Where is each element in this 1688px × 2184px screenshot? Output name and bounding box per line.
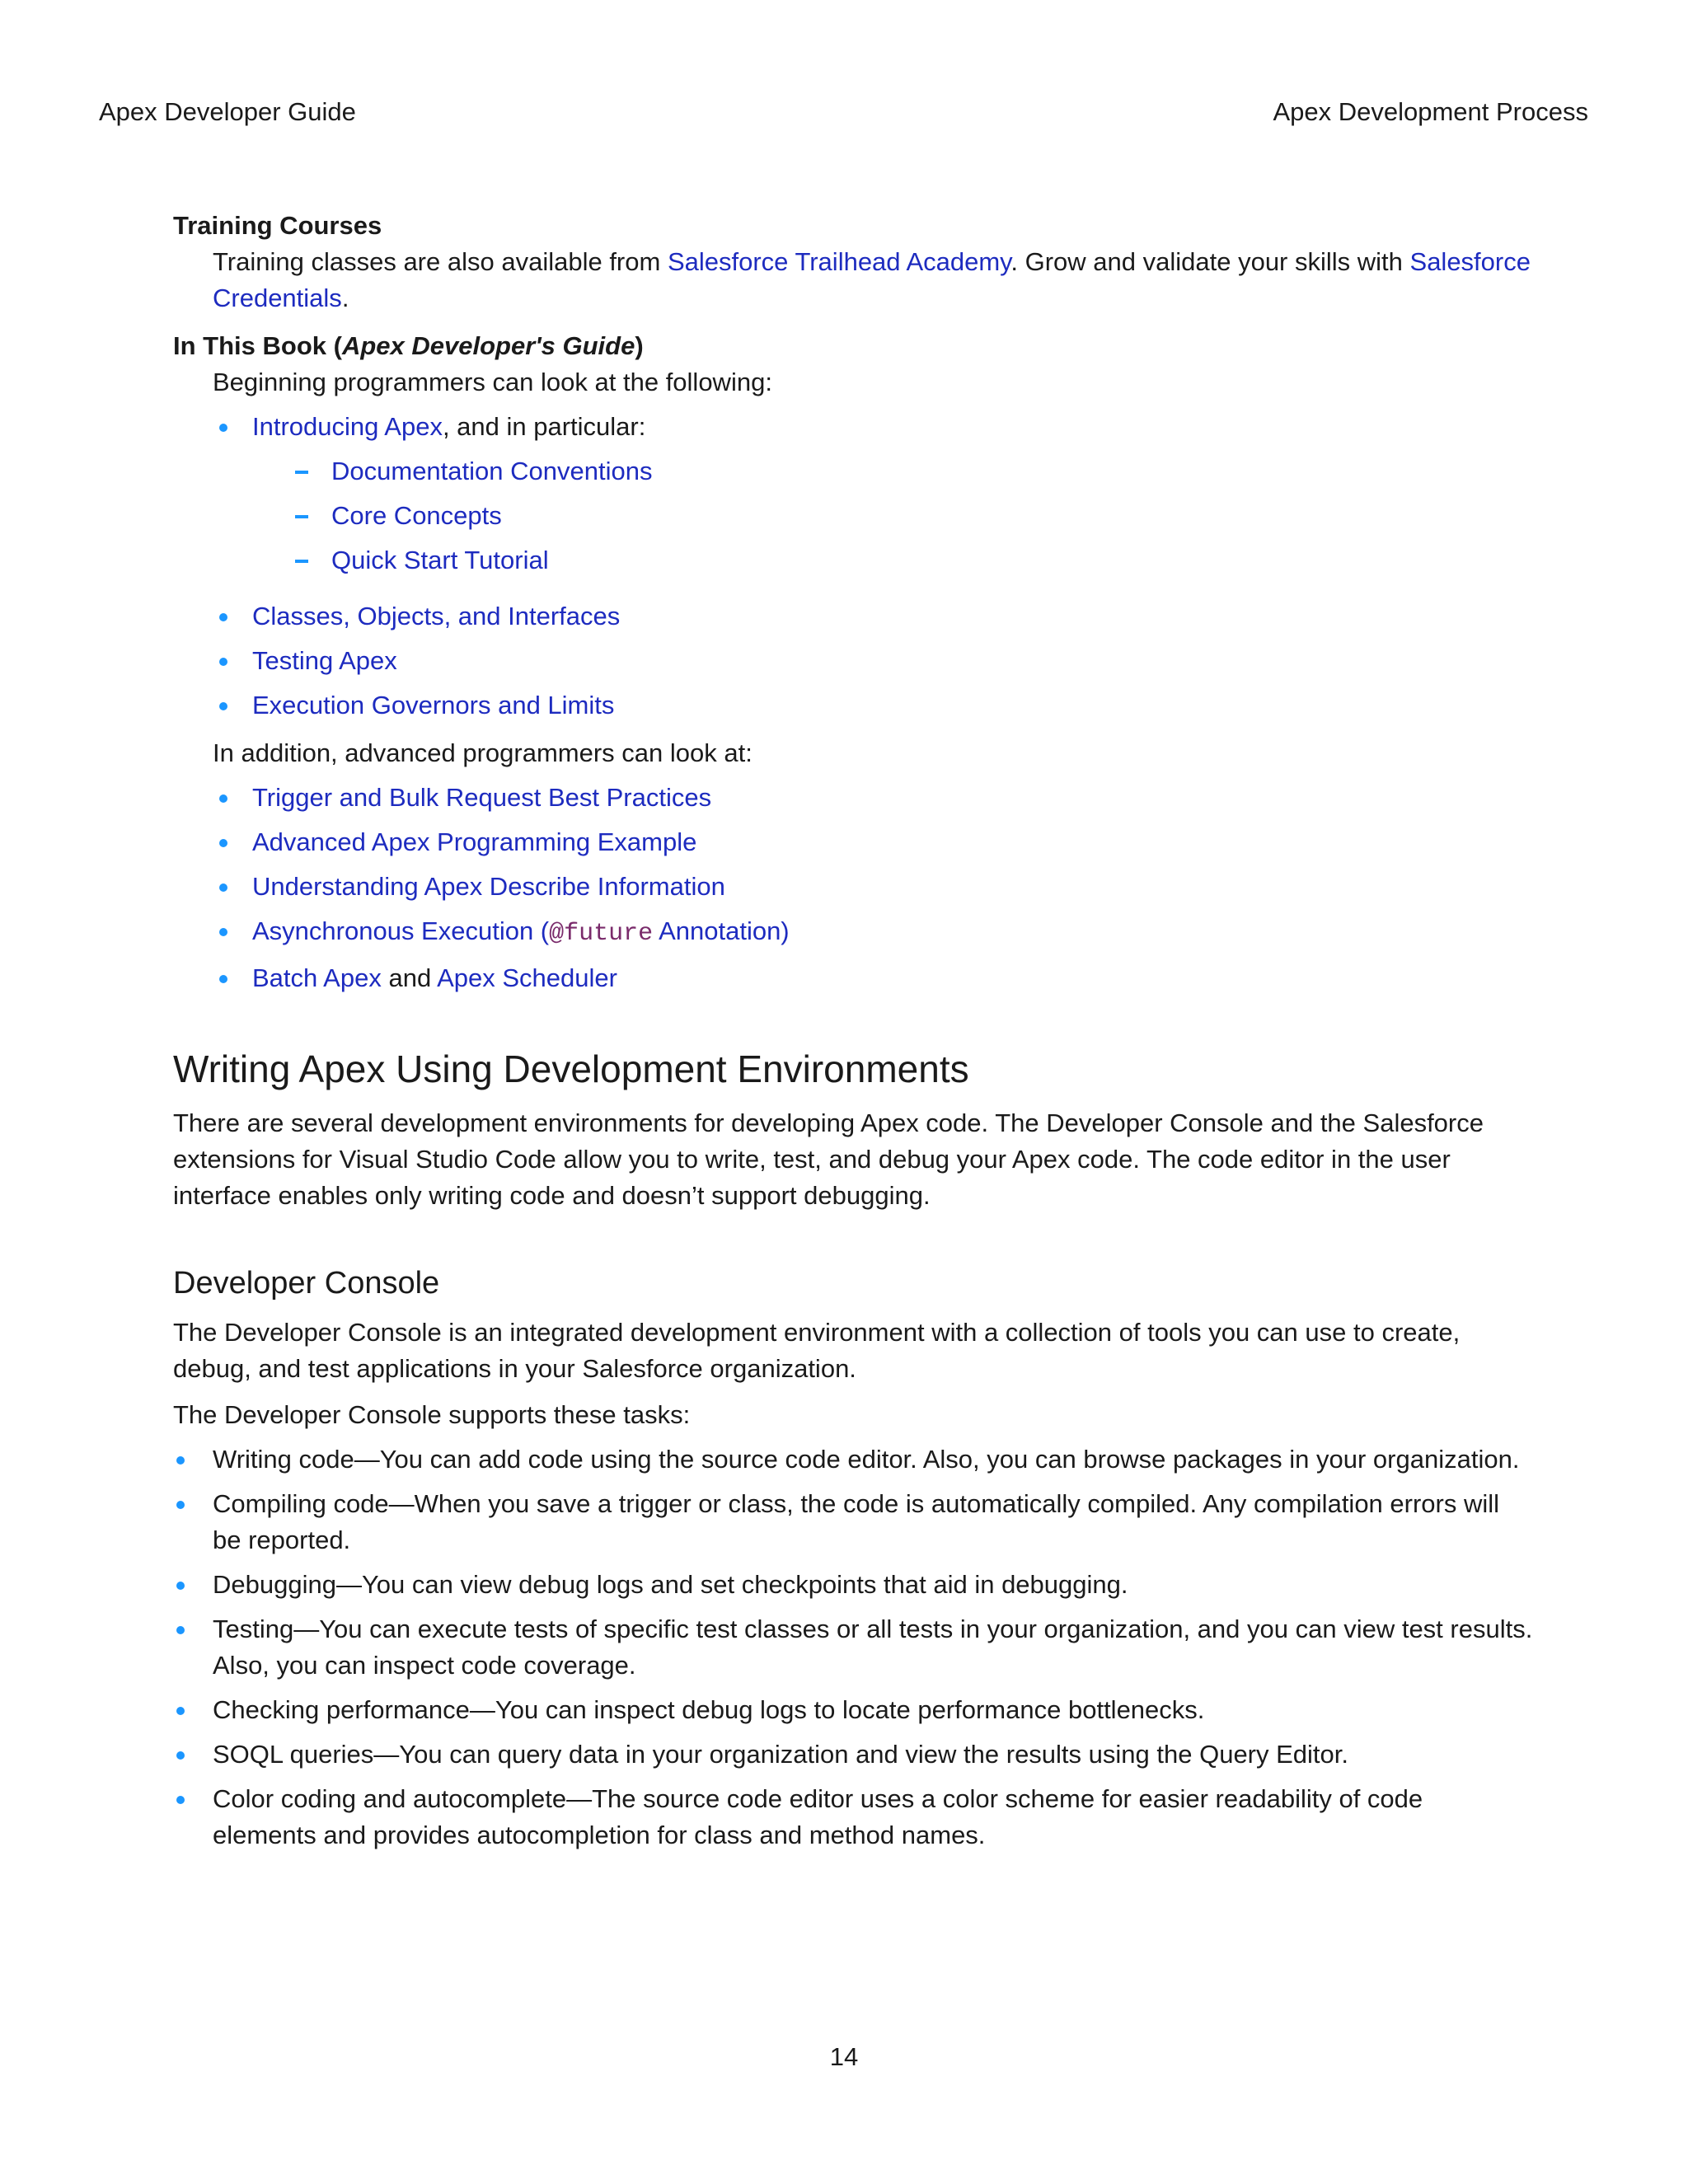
list-item: Compiling code—When you save a trigger or class, the code is automatically compiled. Any compilation errors will be reported. [173, 1486, 1533, 1558]
developer-console-task-list [173, 1441, 1533, 1854]
list-item [213, 869, 1533, 905]
section-heading-developer-console: Developer Console [173, 1266, 440, 1301]
beginner-list [213, 409, 1533, 724]
list-item [213, 643, 1533, 679]
advanced-list [213, 780, 1533, 996]
list-item [213, 687, 1533, 724]
beginner-intro: Beginning programmers can look at the following: [213, 368, 772, 396]
introducing-apex-link[interactable]: Introducing Apex [252, 412, 443, 441]
list-item: Checking performance—You can inspect debug logs to locate performance bottlenecks. [173, 1692, 1533, 1728]
salesforce-credentials-link[interactable]: Salesforce Credentials [213, 247, 1531, 312]
page-number: 14 [829, 2042, 859, 2071]
list-item: Writing code—You can add code using the source code editor. Also, you can browse packages in your organization. [173, 1441, 1533, 1478]
training-courses-definition: Training classes are also available from Salesforce Trailhead Academy. Grow and validate your skills with Salesforce Credentials. [213, 247, 1531, 312]
list-item [292, 542, 1533, 579]
list-item [213, 780, 1533, 816]
core-concepts-link[interactable]: Core Concepts [331, 501, 502, 530]
list-item [292, 498, 1533, 534]
batch-apex-link[interactable]: Batch Apex [252, 963, 382, 992]
in-this-book-term: In This Book (Apex Developer's Guide) [173, 331, 644, 360]
list-item [213, 824, 1533, 860]
list-item [213, 913, 1533, 952]
list-item: Batch Apex and Apex Scheduler [213, 960, 1533, 996]
list-item: Testing—You can execute tests of specific test classes or all tests in your organization, and you can view test results. Also, you can inspect code coverage. [173, 1611, 1533, 1684]
list-item: Introducing Apex, and in particular: Documentation Conventions Core Concepts Quick Start Tutorial [213, 409, 1533, 579]
testing-apex-link[interactable]: Testing Apex [252, 646, 397, 675]
trailhead-academy-link[interactable]: Salesforce Trailhead Academy [667, 247, 1011, 276]
apex-scheduler-link[interactable]: Apex Scheduler [437, 963, 617, 992]
list-item: Debugging—You can view debug logs and set checkpoints that aid in debugging. [173, 1567, 1533, 1603]
advanced-apex-example-link[interactable]: Advanced Apex Programming Example [252, 827, 697, 856]
list-item: Color coding and autocomplete—The source code editor uses a color scheme for easier readability of code elements and provides autocompletion for class and method names. [173, 1781, 1533, 1854]
execution-governors-link[interactable]: Execution Governors and Limits [252, 691, 615, 719]
list-item [213, 598, 1533, 635]
quick-start-tutorial-link[interactable]: Quick Start Tutorial [331, 546, 549, 574]
training-courses-term: Training Courses [173, 211, 382, 240]
list-item: SOQL queries—You can query data in your organization and view the results using the Query Editor. [173, 1736, 1533, 1773]
section-heading-writing-apex: Writing Apex Using Development Environments [173, 1047, 969, 1090]
developer-console-body: The Developer Console is an integrated development environment with a collection of tools you can use to create, debug, and test applications in your Salesforce organization. [173, 1318, 1461, 1383]
developer-console-tasks-intro: The Developer Console supports these tasks: [173, 1400, 691, 1429]
documentation-conventions-link[interactable]: Documentation Conventions [331, 457, 653, 485]
describe-information-link[interactable]: Understanding Apex Describe Information [252, 872, 725, 901]
sub-topic-list [292, 453, 1533, 579]
asynchronous-execution-link[interactable]: Asynchronous Execution (@future Annotation) [252, 916, 790, 948]
section-body-writing-apex: There are several development environments for developing Apex code. The Developer Console and the Salesforce extensions for Visual Studio Code allow you to write, test, and debug your Apex code. The code editor in the user interface enables only writing code and doesn’t support debugging. [173, 1108, 1484, 1210]
classes-objects-interfaces-link[interactable]: Classes, Objects, and Interfaces [252, 602, 621, 630]
trigger-bulk-best-practices-link[interactable]: Trigger and Bulk Request Best Practices [252, 783, 712, 812]
running-header-left: Apex Developer Guide [99, 97, 356, 126]
advanced-intro: In addition, advanced programmers can look at: [213, 738, 753, 767]
page-content [173, 208, 1533, 1854]
list-item [292, 453, 1533, 490]
running-header-right: Apex Development Process [1273, 97, 1588, 126]
